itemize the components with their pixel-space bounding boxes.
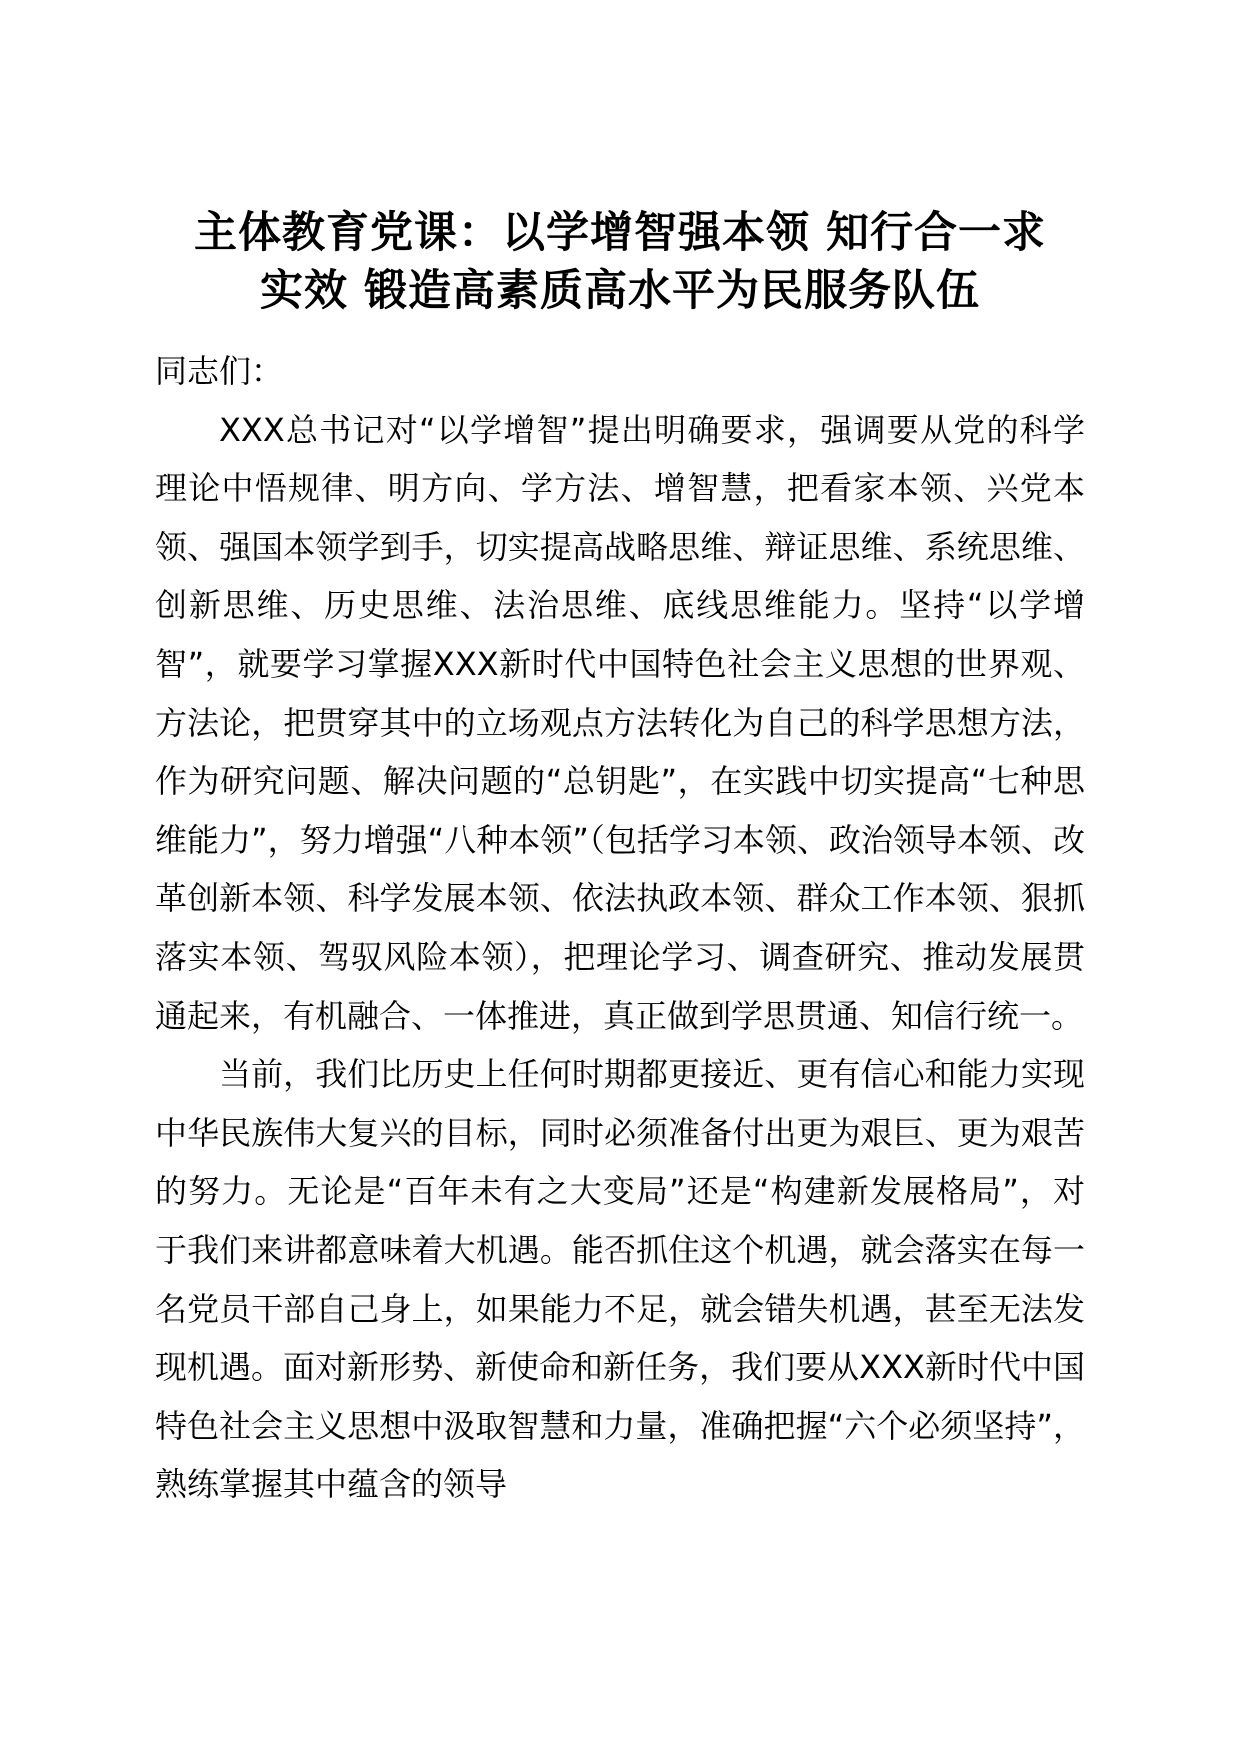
paragraph-1: XXX总书记对“以学增智”提出明确要求，强调要从党的科学理论中悟规律、明方向、学方法、增智慧，把看家本领、兴党本领、强国本领学到手，切实提高战略思维、辩证思维、系统思维、创新思维、历史思维、法治思维、底线思维能力。坚持“以学增智”，就要学习掌握XXX新时代中国特色社会主义思想的世界观、方法论，把贯穿其中的立场观点方法转化为自己的科学思想方法，作为研究问题、解决问题的“总钥匙”，在实践中切实提高“七种思维能力”，努力增强“八种本领”（包括学习本领、政治领导本领、改革创新本领、科学发展本领、依法执政本领、群众工作本领、狠抓落实本领、驾驭风险本领），把理论学习、调查研究、推动发展贯通起来，有机融合、一体推进，真正做到学思贯通、知信行统一。 <box>155 410 1085 1035</box>
paragraph-2: 当前，我们比历史上任何时期都更接近、更有信心和能力实现中华民族伟大复兴的目标，同时必须准备付出更为艰巨、更为艰苦的努力。无论是“百年未有之大变局”还是“构建新发展格局”，对于我们来讲都意味着大机遇。能否抓住这个机遇，就会落实在每一名党员干部自己身上，如果能力不足，就会错失机遇，甚至无法发现机遇。面对新形势、新使命和新任务，我们要从XXX新时代中国特色社会主义思想中汲取智慧和力量，准确把握“六个必须坚持”，熟练掌握其中蕴含的领导 <box>155 1055 1085 1504</box>
greeting: 同志们： <box>155 352 284 390</box>
title-line-2: 实效 锻造高素质高水平为民服务队伍 <box>260 266 980 316</box>
title-line-1: 主体教育党课：以学增智强本领 知行合一求 <box>194 208 1046 258</box>
document-body <box>155 342 1085 1514</box>
document-title <box>140 204 1100 320</box>
